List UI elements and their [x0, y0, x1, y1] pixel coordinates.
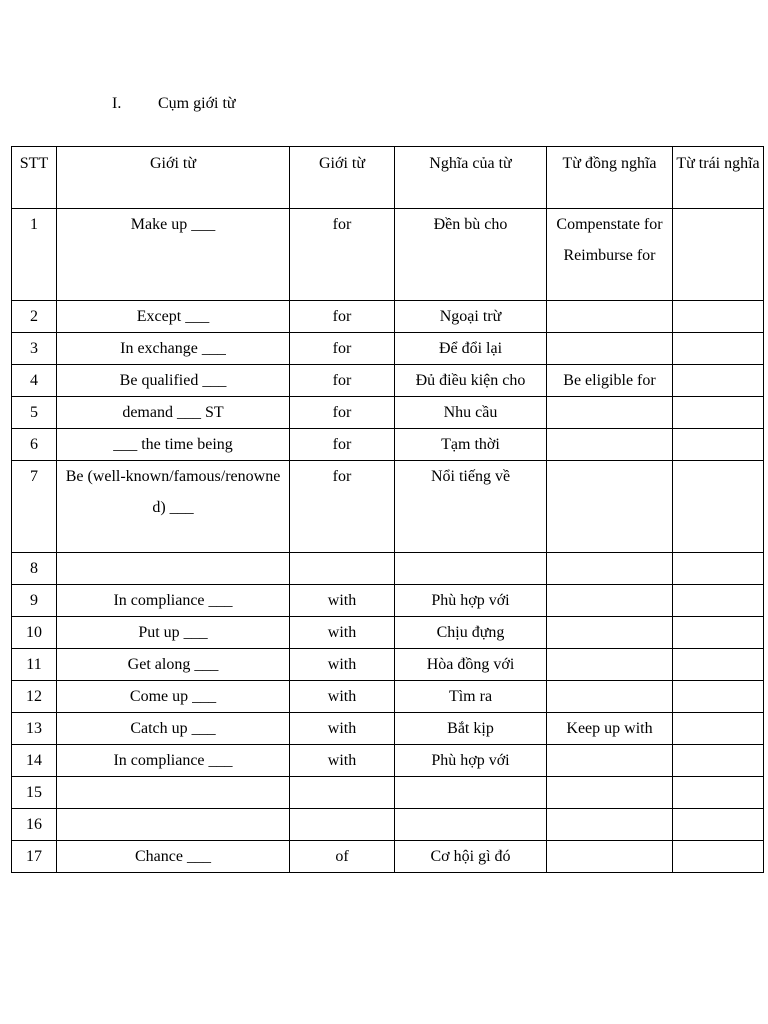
- section-heading: [112, 93, 236, 115]
- cell-synonym: [547, 429, 673, 461]
- table-row: [12, 777, 764, 809]
- table-row: [12, 553, 764, 585]
- table-row: [12, 681, 764, 713]
- cell-stt: 8: [12, 553, 57, 585]
- table-row: [12, 745, 764, 777]
- cell-phrase: demand ___ ST: [57, 397, 290, 429]
- cell-phrase: Put up ___: [57, 617, 290, 649]
- cell-meaning: Tìm ra: [395, 681, 547, 713]
- cell-antonym: [673, 461, 764, 553]
- cell-stt: 11: [12, 649, 57, 681]
- table-row: [12, 333, 764, 365]
- cell-preposition: with: [290, 745, 395, 777]
- cell-antonym: [673, 209, 764, 301]
- cell-preposition: for: [290, 429, 395, 461]
- prepositional-phrase-table: [11, 146, 764, 873]
- cell-antonym: [673, 713, 764, 745]
- cell-stt: 17: [12, 841, 57, 873]
- section-number: I.: [112, 95, 122, 112]
- cell-synonym: [547, 745, 673, 777]
- cell-phrase: Come up ___: [57, 681, 290, 713]
- cell-stt: 13: [12, 713, 57, 745]
- cell-stt: 2: [12, 301, 57, 333]
- cell-stt: 16: [12, 809, 57, 841]
- table-row: [12, 461, 764, 553]
- cell-meaning: Nổi tiếng về: [395, 461, 547, 553]
- cell-stt: 10: [12, 617, 57, 649]
- cell-meaning: Nhu cầu: [395, 397, 547, 429]
- cell-meaning: Chịu đựng: [395, 617, 547, 649]
- cell-synonym: [547, 397, 673, 429]
- cell-antonym: [673, 617, 764, 649]
- cell-antonym: [673, 301, 764, 333]
- cell-meaning: Bắt kịp: [395, 713, 547, 745]
- table-row: [12, 649, 764, 681]
- cell-phrase: Chance ___: [57, 841, 290, 873]
- table-row: [12, 365, 764, 397]
- cell-phrase: [57, 809, 290, 841]
- cell-preposition: [290, 777, 395, 809]
- cell-stt: 7: [12, 461, 57, 553]
- cell-antonym: [673, 681, 764, 713]
- cell-preposition: for: [290, 301, 395, 333]
- cell-preposition: for: [290, 209, 395, 301]
- cell-antonym: [673, 365, 764, 397]
- cell-stt: 12: [12, 681, 57, 713]
- cell-meaning: Phù hợp với: [395, 745, 547, 777]
- cell-synonym: [547, 301, 673, 333]
- header-phrase: Giới từ: [57, 147, 290, 209]
- cell-meaning: Cơ hội gì đó: [395, 841, 547, 873]
- table-row: [12, 713, 764, 745]
- cell-phrase: Except ___: [57, 301, 290, 333]
- cell-stt: 4: [12, 365, 57, 397]
- cell-phrase: Catch up ___: [57, 713, 290, 745]
- cell-meaning: [395, 553, 547, 585]
- cell-preposition: of: [290, 841, 395, 873]
- cell-phrase: Get along ___: [57, 649, 290, 681]
- cell-phrase: Be (well-known/famous/renowned) ___: [57, 461, 290, 553]
- cell-synonym: [547, 841, 673, 873]
- table-row: [12, 301, 764, 333]
- cell-synonym: [547, 777, 673, 809]
- cell-phrase: Be qualified ___: [57, 365, 290, 397]
- cell-preposition: with: [290, 617, 395, 649]
- table-row: [12, 429, 764, 461]
- cell-antonym: [673, 429, 764, 461]
- table-row: [12, 209, 764, 301]
- cell-preposition: for: [290, 365, 395, 397]
- cell-preposition: for: [290, 397, 395, 429]
- cell-preposition: [290, 553, 395, 585]
- cell-phrase: Make up ___: [57, 209, 290, 301]
- cell-preposition: for: [290, 461, 395, 553]
- cell-synonym: [547, 333, 673, 365]
- cell-meaning: Hòa đồng với: [395, 649, 547, 681]
- cell-synonym: Compenstate for Reimburse for: [547, 209, 673, 301]
- table-row: [12, 585, 764, 617]
- header-preposition: Giới từ: [290, 147, 395, 209]
- cell-stt: 5: [12, 397, 57, 429]
- cell-phrase: ___ the time being: [57, 429, 290, 461]
- cell-antonym: [673, 333, 764, 365]
- cell-stt: 15: [12, 777, 57, 809]
- cell-antonym: [673, 841, 764, 873]
- cell-meaning: Để đổi lại: [395, 333, 547, 365]
- cell-meaning: Đền bù cho: [395, 209, 547, 301]
- cell-antonym: [673, 809, 764, 841]
- table-row: [12, 397, 764, 429]
- cell-preposition: with: [290, 649, 395, 681]
- header-stt: STT: [12, 147, 57, 209]
- header-synonym: Từ đồng nghĩa: [547, 147, 673, 209]
- cell-preposition: with: [290, 585, 395, 617]
- cell-meaning: Phù hợp với: [395, 585, 547, 617]
- cell-phrase: [57, 777, 290, 809]
- cell-stt: 6: [12, 429, 57, 461]
- cell-synonym: Be eligible for: [547, 365, 673, 397]
- cell-synonym: [547, 681, 673, 713]
- cell-preposition: for: [290, 333, 395, 365]
- table-row: [12, 617, 764, 649]
- cell-phrase: In compliance ___: [57, 585, 290, 617]
- cell-antonym: [673, 777, 764, 809]
- cell-preposition: with: [290, 681, 395, 713]
- cell-antonym: [673, 585, 764, 617]
- cell-synonym: Keep up with: [547, 713, 673, 745]
- cell-phrase: [57, 553, 290, 585]
- cell-stt: 9: [12, 585, 57, 617]
- cell-stt: 3: [12, 333, 57, 365]
- cell-synonym: [547, 649, 673, 681]
- cell-synonym: [547, 617, 673, 649]
- header-meaning: Nghĩa của từ: [395, 147, 547, 209]
- cell-stt: 1: [12, 209, 57, 301]
- cell-preposition: [290, 809, 395, 841]
- cell-synonym: [547, 809, 673, 841]
- cell-antonym: [673, 553, 764, 585]
- section-title: Cụm giới từ: [158, 95, 236, 112]
- cell-stt: 14: [12, 745, 57, 777]
- cell-preposition: with: [290, 713, 395, 745]
- header-antonym: Từ trái nghĩa: [673, 147, 764, 209]
- cell-meaning: Đủ điều kiện cho: [395, 365, 547, 397]
- cell-phrase: In exchange ___: [57, 333, 290, 365]
- table-row: [12, 809, 764, 841]
- cell-phrase: In compliance ___: [57, 745, 290, 777]
- cell-meaning: Ngoại trừ: [395, 301, 547, 333]
- cell-synonym: [547, 553, 673, 585]
- table-header-row: [12, 147, 764, 209]
- cell-antonym: [673, 397, 764, 429]
- table-row: [12, 841, 764, 873]
- cell-antonym: [673, 745, 764, 777]
- cell-synonym: [547, 585, 673, 617]
- cell-meaning: [395, 777, 547, 809]
- cell-meaning: [395, 809, 547, 841]
- cell-meaning: Tạm thời: [395, 429, 547, 461]
- cell-synonym: [547, 461, 673, 553]
- cell-antonym: [673, 649, 764, 681]
